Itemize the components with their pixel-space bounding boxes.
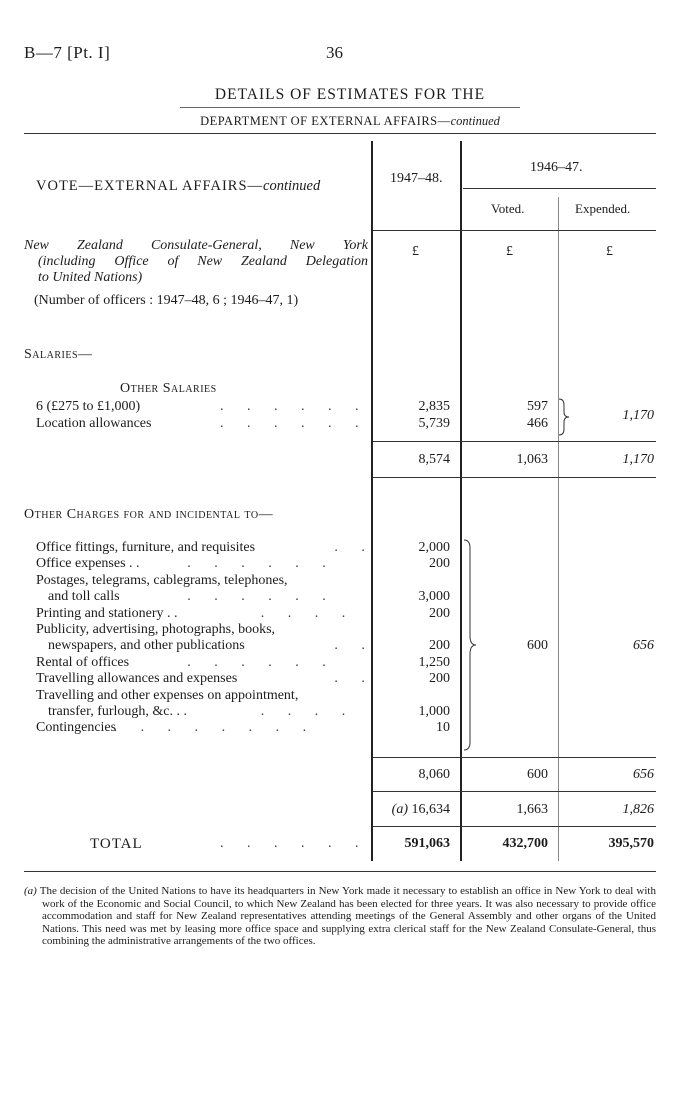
salary-row-1947: 5,739	[418, 416, 450, 431]
col-divider-mid	[460, 141, 462, 861]
col-head-expended: Expended.	[575, 201, 631, 216]
header-bottom-rule	[373, 230, 656, 231]
charge-row-label: transfer, furlough, &c. . .	[48, 704, 188, 719]
table-top-rule	[24, 133, 656, 134]
currency-expended: £	[606, 244, 613, 259]
leader-dots: . . . .	[260, 704, 356, 719]
other-charges-voted: 600	[527, 638, 548, 653]
charge-row-label: Travelling allowances and expenses	[36, 671, 238, 686]
col-divider-voted	[558, 197, 559, 861]
officers-count: (Number of officers : 1947–48, 6 ; 1946–47, 1)	[34, 293, 299, 308]
charge-row-1947: 1,000	[418, 704, 450, 719]
charge-row-label: newspapers, and other publications	[48, 638, 245, 653]
combined-expended: 1,826	[622, 802, 654, 817]
document-reference: B—7 [Pt. I]	[24, 43, 111, 62]
col-head-1947: 1947–48.	[390, 171, 443, 186]
charge-row-label: Contingencies	[36, 720, 117, 735]
page-number: 36	[326, 43, 343, 62]
footnote-text: The decision of the United Nations to have its headquarters in New York made it necessary to establish an office in New York to deal with work of the Economic and Social Council, to which New Zealand has been elected for three years. It was also necessary to provide office accommodation and staff for New Zealand representatives attending meetings of the General Assembly and other organs of the United Nations. This need was met by leasing more office space and supplying extra clerical staff for the New Zealand Consulate-General, thus combining the administrative arrangements of the two offices.	[39, 885, 656, 948]
salaries-subtotal-rule	[373, 441, 656, 442]
other-charges-subtotal-expended: 656	[633, 767, 654, 782]
salaries-brace	[556, 397, 572, 437]
leader-dots: . . . . . .	[187, 556, 336, 571]
other-charges-subtotal-voted: 600	[527, 767, 548, 782]
charge-row-1947: 200	[429, 556, 450, 571]
charge-row-label: Printing and stationery . .	[36, 606, 178, 621]
salary-row-voted: 597	[527, 399, 548, 414]
leader-dots: . .	[334, 638, 375, 653]
leader-dots: . . . .	[260, 606, 356, 621]
charge-row-1947: 1,250	[418, 655, 450, 670]
other-charges-subtotal-rule	[373, 757, 656, 758]
other-charges-subtotal-1947: 8,060	[418, 767, 450, 782]
salaries-heading: Salaries—	[24, 347, 93, 362]
vote-heading: VOTE—EXTERNAL AFFAIRS—continued	[36, 178, 321, 194]
leader-dots: . .	[334, 540, 375, 555]
charge-row-label: Office expenses . .	[36, 556, 140, 571]
other-charges-heading: Other Charges for and incidental to—	[24, 507, 274, 522]
charge-row-1947: 10	[436, 720, 450, 735]
col-head-1946: 1946–47.	[530, 160, 583, 175]
salary-row-label: 6 (£275 to £1,000)	[36, 399, 141, 414]
charge-row-1947: 3,000	[418, 589, 450, 604]
total-rule	[373, 826, 656, 827]
total-expended: 395,570	[608, 836, 654, 851]
charge-row-1947: 200	[429, 606, 450, 621]
footnote	[24, 885, 656, 948]
charge-row-label: Publicity, advertising, photographs, books,	[36, 622, 276, 637]
header-rule-1946	[463, 188, 656, 189]
salary-row-label: Location allowances	[36, 416, 152, 431]
total-voted: 432,700	[502, 836, 548, 851]
page-title: DETAILS OF ESTIMATES FOR THE	[214, 86, 486, 103]
leader-dots: . . . . . . . .	[113, 720, 317, 735]
salaries-subtotal-bottom-rule	[373, 477, 656, 478]
charge-row-1947: 200	[429, 671, 450, 686]
charge-row-1947: 200	[429, 638, 450, 653]
salaries-subtotal-1947: 8,574	[418, 452, 450, 467]
section-title-line-3: to United Nations)	[38, 270, 143, 285]
charge-row-label: and toll calls	[48, 589, 120, 604]
leader-dots: . .	[334, 671, 375, 686]
salary-row-voted: 466	[527, 416, 548, 431]
combined-1947: (a) 16,634	[391, 802, 450, 817]
col-head-voted: Voted.	[491, 201, 525, 216]
total-label: TOTAL	[90, 836, 143, 852]
leader-dots: . . . . . .	[187, 655, 336, 670]
charge-row-label: Rental of offices	[36, 655, 130, 670]
footnote-mark: (a)	[24, 885, 37, 897]
col-divider-left	[371, 141, 373, 861]
salary-row-1947: 2,835	[418, 399, 450, 414]
charge-row-label: Office fittings, furniture, and requisites	[36, 540, 256, 555]
combined-rule	[373, 791, 656, 792]
footnote-mark: (a)	[391, 802, 408, 817]
title-rule	[180, 107, 520, 108]
leader-dots: . . . . . .	[220, 836, 369, 851]
section-title-line-1: New Zealand Consulate-General, New York	[24, 238, 368, 253]
combined-voted: 1,663	[516, 802, 548, 817]
table-bottom-rule	[24, 871, 656, 872]
page-subtitle: DEPARTMENT OF EXTERNAL AFFAIRS—continued	[200, 114, 500, 128]
leader-dots: . . . . . .	[187, 589, 336, 604]
salaries-expended-total: 1,170	[622, 408, 654, 423]
total-1947: 591,063	[404, 836, 450, 851]
other-salaries-heading: Other Salaries	[120, 381, 217, 396]
currency-voted: £	[506, 244, 513, 259]
section-title-line-2: (including Office of New Zealand Delegation	[38, 254, 368, 269]
leader-dots: . . . . . .	[220, 399, 369, 414]
salaries-subtotal-expended: 1,170	[622, 452, 654, 467]
other-charges-expended: 656	[633, 638, 654, 653]
currency-1947: £	[412, 244, 419, 259]
salaries-subtotal-voted: 1,063	[516, 452, 548, 467]
charge-row-label: Travelling and other expenses on appointment,	[36, 688, 299, 703]
charge-row-1947: 2,000	[418, 540, 450, 555]
leader-dots: . . . . . .	[220, 416, 369, 431]
charge-row-label: Postages, telegrams, cablegrams, telephones,	[36, 573, 288, 588]
